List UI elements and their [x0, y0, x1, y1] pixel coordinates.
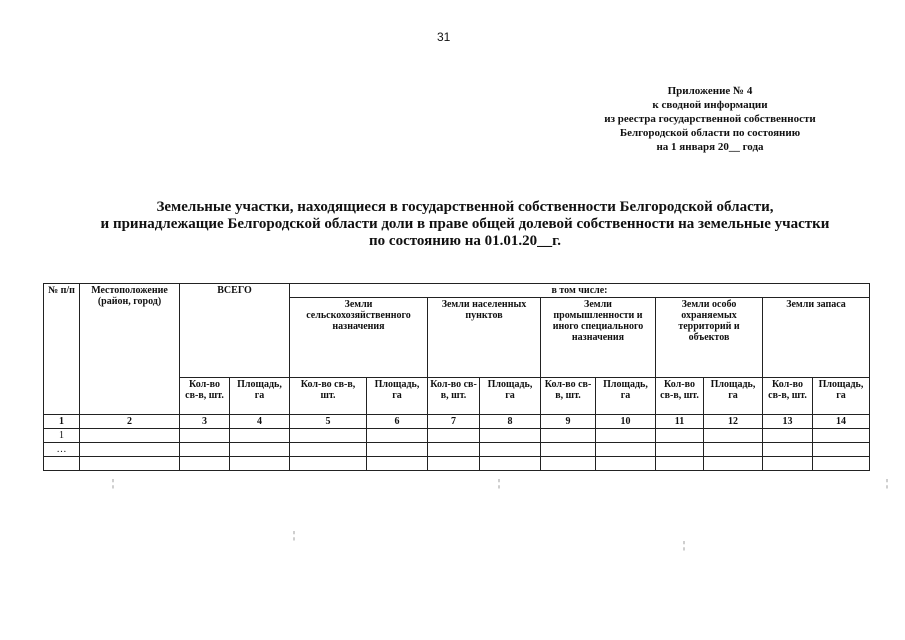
table-cell	[480, 457, 541, 471]
table-cell	[44, 457, 80, 471]
column-number: 11	[656, 415, 704, 429]
header-area: Площадь, га	[596, 378, 656, 415]
table-cell	[763, 429, 813, 443]
table-row	[44, 429, 870, 443]
table-cell	[813, 443, 870, 457]
table-cell	[541, 457, 596, 471]
table-cell	[428, 429, 480, 443]
table-cell	[80, 429, 180, 443]
table-cell	[230, 429, 290, 443]
column-number: 1	[44, 415, 80, 429]
title-line: Земельные участки, находящиеся в государственной собственности Белгородской области,	[156, 199, 774, 215]
table-cell	[813, 457, 870, 471]
document-title	[70, 199, 860, 250]
table-row	[44, 443, 870, 457]
table-cell	[428, 443, 480, 457]
table-cell	[656, 457, 704, 471]
table-cell	[80, 457, 180, 471]
header-including: в том числе:	[290, 284, 870, 298]
column-number: 3	[180, 415, 230, 429]
header-location: Местоположение (район, город)	[80, 284, 180, 415]
header-count: Кол-во св-в, шт.	[763, 378, 813, 415]
header-num: № п/п	[44, 284, 80, 415]
appendix-line: Приложение № 4	[667, 85, 753, 97]
table-cell	[290, 429, 367, 443]
title-line: и принадлежащие Белгородской области доли в праве общей долевой собственности на земельные участки	[100, 216, 830, 232]
scan-mark: ¦	[498, 478, 501, 489]
header-group-protected: Земли особо охраняемых территорий и объектов	[656, 298, 763, 378]
table-cell	[180, 429, 230, 443]
appendix-line: к сводной информации	[652, 99, 768, 111]
table-cell	[763, 443, 813, 457]
header-group-industrial: Земли промышленности и иного специального назначения	[541, 298, 656, 378]
table-cell	[367, 457, 428, 471]
table-cell	[704, 429, 763, 443]
table-cell	[230, 457, 290, 471]
scan-mark: ¦	[293, 530, 296, 541]
table-cell	[596, 457, 656, 471]
header-count: Кол-во св-в, шт.	[290, 378, 367, 415]
header-count: Кол-во св-в, шт.	[180, 378, 230, 415]
header-area: Площадь, га	[367, 378, 428, 415]
row-number: 1	[44, 429, 80, 443]
table-cell	[290, 443, 367, 457]
column-number: 2	[80, 415, 180, 429]
appendix-header	[560, 84, 860, 154]
table-cell	[541, 429, 596, 443]
appendix-line: на 1 января 20__ года	[656, 141, 764, 153]
table-cell	[480, 443, 541, 457]
header-area: Площадь, га	[813, 378, 870, 415]
column-number: 10	[596, 415, 656, 429]
appendix-line: Белгородской области по состоянию	[619, 127, 801, 139]
column-number: 12	[704, 415, 763, 429]
header-area: Площадь, га	[480, 378, 541, 415]
row-number: …	[44, 443, 80, 457]
scan-mark: ¦	[683, 540, 686, 551]
table-cell	[180, 443, 230, 457]
column-number: 4	[230, 415, 290, 429]
header-count: Кол-во св-в, шт.	[656, 378, 704, 415]
column-number: 13	[763, 415, 813, 429]
land-plots-table	[43, 283, 870, 471]
header-count: Кол-во св-в, шт.	[541, 378, 596, 415]
column-number: 5	[290, 415, 367, 429]
scan-mark: ¦	[886, 478, 889, 489]
column-number: 14	[813, 415, 870, 429]
page-number: 31	[437, 30, 451, 44]
table-cell	[704, 457, 763, 471]
scan-mark: ¦	[112, 478, 115, 489]
column-number: 8	[480, 415, 541, 429]
table-cell	[813, 429, 870, 443]
table-cell	[763, 457, 813, 471]
column-number: 9	[541, 415, 596, 429]
header-group-reserve: Земли запаса	[763, 298, 870, 378]
title-line: по состоянию на 01.01.20__г.	[369, 233, 561, 249]
table-cell	[290, 457, 367, 471]
table-cell	[230, 443, 290, 457]
table-cell	[596, 443, 656, 457]
column-number: 7	[428, 415, 480, 429]
header-count: Кол-во св-в, шт.	[428, 378, 480, 415]
header-group-settlements: Земли населенных пунктов	[428, 298, 541, 378]
appendix-line: из реестра государственной собственности	[604, 113, 816, 125]
table-cell	[367, 443, 428, 457]
header-area: Площадь, га	[704, 378, 763, 415]
table-cell	[704, 443, 763, 457]
table-cell	[367, 429, 428, 443]
header-total: ВСЕГО	[180, 284, 290, 378]
table-cell	[656, 443, 704, 457]
table-cell	[656, 429, 704, 443]
header-area: Площадь, га	[230, 378, 290, 415]
table-cell	[80, 443, 180, 457]
table-cell	[596, 429, 656, 443]
table-cell	[541, 443, 596, 457]
table-row	[44, 457, 870, 471]
header-group-agricultural: Земли сельскохозяйственного назначения	[290, 298, 428, 378]
column-number: 6	[367, 415, 428, 429]
table-cell	[480, 429, 541, 443]
table-cell	[180, 457, 230, 471]
table-cell	[428, 457, 480, 471]
